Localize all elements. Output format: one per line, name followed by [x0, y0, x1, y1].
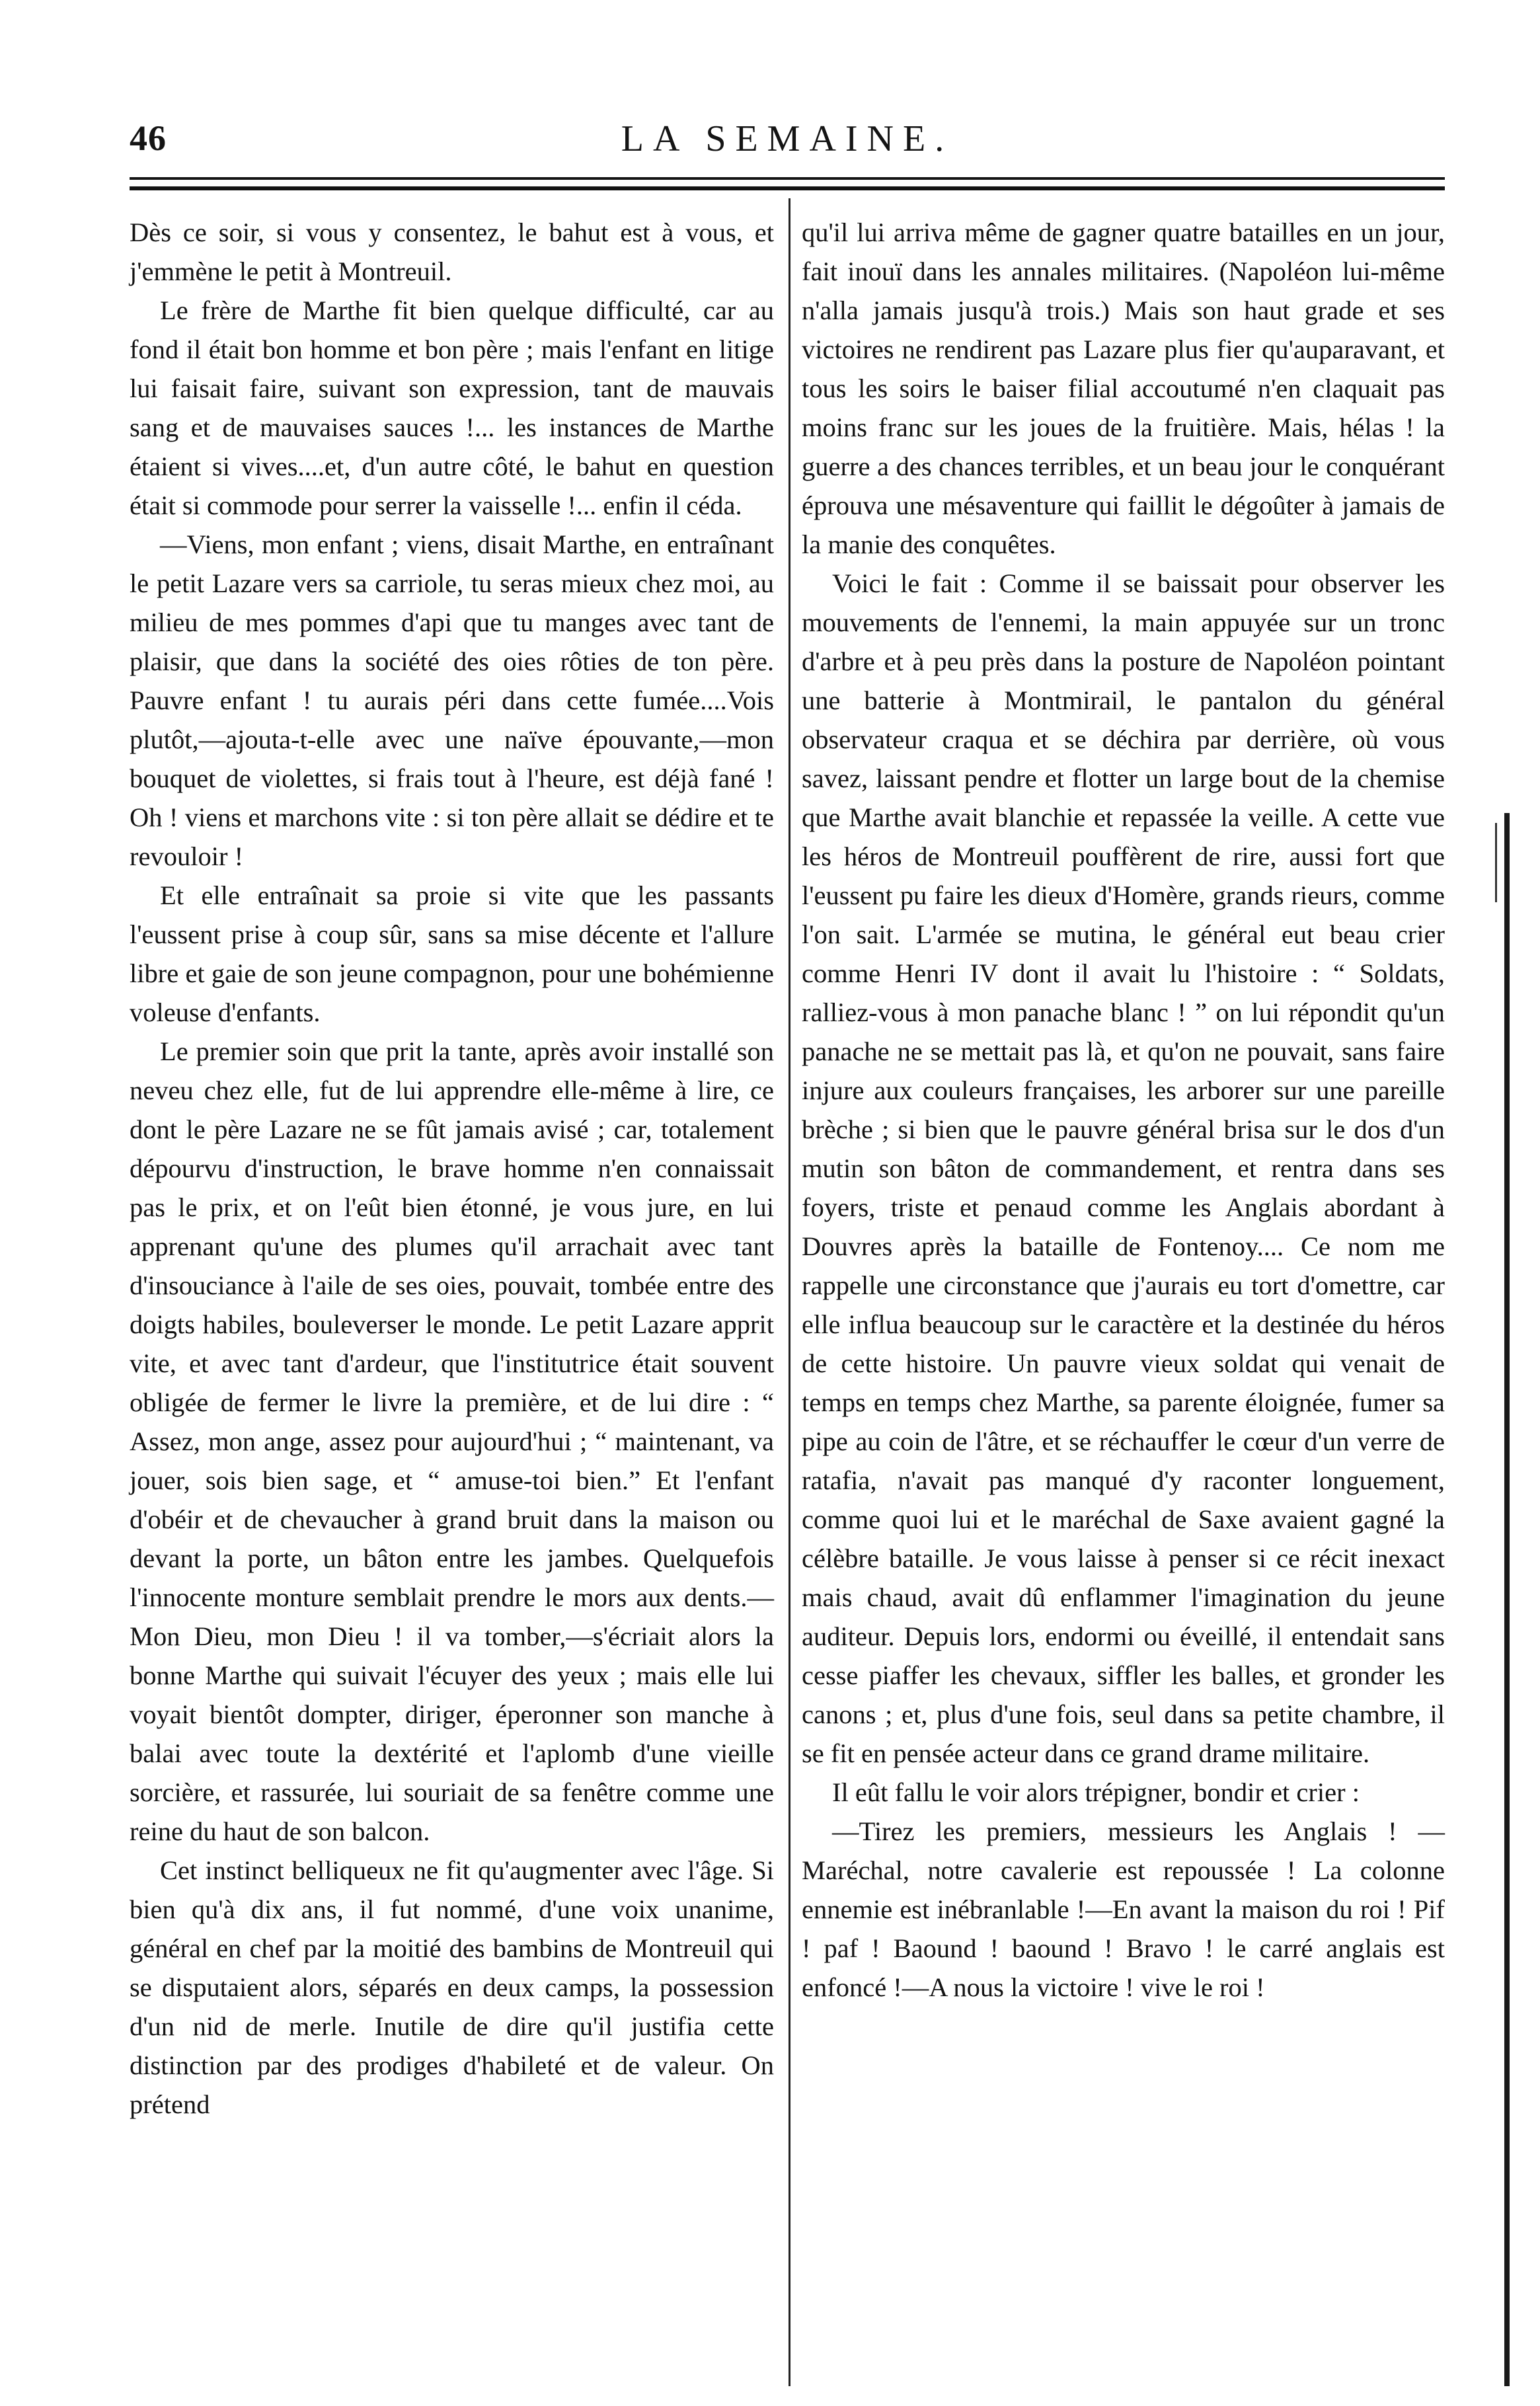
column-divider — [789, 198, 790, 2386]
paragraph: Le frère de Marthe fit bien quelque difficulté, car au fond il était bon homme et bon père ; mais l'enfant en litige lui faisait faire, suivant son expression, tant de mauvais sang et de mauvaises sauces !... les instances de Marthe étaient si vives....et, d'un autre côté, le bahut en question était si commode pour serrer la vaisselle !... enfin il céda. — [130, 295, 774, 520]
paragraph: Le premier soin que prit la tante, après avoir installé son neveu chez elle, fut de lui apprendre elle-même à lire, ce dont le père Lazare ne se fût jamais avisé ; car, totalement dépourvu d'instruction, le brave homme n'en connaissait pas le prix, et on l'eût bien étonné, je vous jure, en lui apprenant qu'une des plumes qu'il arrachait avec tant d'insouciance à l'aile de ses oies, pouvait, tombée entre des doigts habiles, bouleverser le monde. Le petit Lazare apprit vite, et avec tant d'ardeur, que l'institutrice était souvent obligée de fermer le livre la première, et de lui dire : “ Assez, mon ange, assez pour aujourd'hui ; “ maintenant, va jouer, sois bien sage, et “ amuse-toi bien.” Et l'enfant d'obéir et de chevaucher à grand bruit dans la maison ou devant la porte, un bâton entre les jambes. Quelquefois l'innocente monture semblait prendre le mors aux dents.—Mon Dieu, mon Dieu ! il va tomber,—s'écriait alors la bonne Marthe qui suivait l'écuyer des yeux ; mais elle lui voyait bientôt dompter, diriger, éperonner son manche à balai avec toute la dextérité et l'aplomb d'une vieille sorcière, et rassurée, lui souriait de sa fenêtre comme une reine du haut de son balcon. — [130, 1036, 774, 1846]
page-header — [130, 118, 1445, 171]
paragraph: Voici le fait : Comme il se baissait pour observer les mouvements de l'ennemi, la main appuyée sur un tronc d'arbre et à peu près dans la posture de Napoléon pointant une batterie à Montmirail, le pantalon du général observateur craqua et se déchira par derrière, où vous savez, laissant pendre et flotter un large bout de la chemise que Marthe avait blanchie et repassée la veille. A cette vue les héros de Montreuil pouffèrent de rire, aussi fort que l'eussent pu faire les dieux d'Homère, grands rieurs, comme l'on sait. L'armée se mutina, le général eut beau crier comme Henri IV dont il avait lu l'histoire : “ Soldats, ralliez-vous à mon panache blanc ! ” on lui répondit qu'un panache ne se mettait pas là, et qu'on ne pouvait, sans faire injure aux couleurs françaises, les arborer sur une pareille brèche ; si bien que le pauvre général brisa sur le dos d'un mutin son bâton de commandement, et rentra dans ses foyers, triste et penaud comme les Anglais abordant à Douvres après la bataille de Fontenoy.... Ce nom me rappelle une circonstance que j'aurais eu tort d'omettre, car elle influa beaucoup sur le caractère et la destinée du héros de cette histoire. Un pauvre vieux soldat qui venait de temps en temps chez Marthe, sa parente éloignée, fumer sa pipe au coin de l'âtre, et se réchauffer le cœur d'un verre de ratafia, n'avait pas manqué d'y raconter longuement, comme quoi lui et le maréchal de Saxe avaient gagné la célèbre bataille. Je vous laisse à penser si ce récit inexact mais chaud, avait dû enflammer l'imagination du jeune auditeur. Depuis lors, endormi ou éveillé, il entendait sans cesse piaffer les chevaux, siffler les balles, et gronder les canons ; et, plus d'une fois, seul dans sa petite chambre, il se fit en pensée acteur dans ce grand drame militaire. — [802, 568, 1445, 1768]
paragraph: Il eût fallu le voir alors trépigner, bondir et crier : — [832, 1777, 1360, 1807]
paragraph: qu'il lui arriva même de gagner quatre batailles en un jour, fait inouï dans les annales militaires. (Napoléon lui-même n'alla jamais jusqu'à trois.) Mais son haut grade et ses victoires ne rendirent pas Lazare plus fier qu'auparavant, et tous les soirs le baiser filial accoutumé n'en claquait pas moins franc sur les joues de la fruitière. Mais, hélas ! la guerre a des chances terribles, et un beau jour le conquérant éprouva une mésaventure qui faillit le dégoûter à jamais de la manie des conquêtes. — [802, 217, 1445, 559]
right-column — [802, 213, 1445, 2007]
running-title: LA SEMAINE. — [621, 118, 954, 159]
left-column — [130, 213, 774, 2124]
paragraph: —Tirez les premiers, messieurs les Anglais ! —Maréchal, notre cavalerie est repoussée ! La colonne ennemie est inébranlable !—En avant la maison du roi ! Pif ! paf ! Baound ! baound ! Bravo ! le carré anglais est enfoncé !—A nous la victoire ! vive le roi ! — [802, 1816, 1445, 2002]
binding-edge-mark — [1504, 813, 1510, 2386]
margin-mark — [1495, 823, 1497, 902]
paragraph: Dès ce soir, si vous y consentez, le bahut est à vous, et j'emmène le petit à Montreuil. — [130, 217, 774, 286]
paragraph: —Viens, mon enfant ; viens, disait Marthe, en entraînant le petit Lazare vers sa carriole, tu seras mieux chez moi, au milieu de mes pommes d'api que tu manges avec tant de plaisir, que dans la société des oies rôties de ton père. Pauvre enfant ! tu aurais péri dans cette fumée....Vois plutôt,—ajouta-t-elle avec une naïve épouvante,—mon bouquet de violettes, si frais tout à l'heure, est déjà fané ! Oh ! viens et marchons vite : si ton père allait se dédire et te revouloir ! — [130, 529, 774, 871]
header-rule-thin — [130, 177, 1445, 180]
page-number: 46 — [130, 118, 167, 158]
paragraph: Cet instinct belliqueux ne fit qu'augmenter avec l'âge. Si bien qu'à dix ans, il fut nommé, d'une voix unanime, général en chef par la moitié des bambins de Montreuil qui se disputaient alors, séparés en deux camps, la possession d'un nid de merle. Inutile de dire qu'il justifia cette distinction par des prodiges d'habileté et de valeur. On prétend — [130, 1855, 774, 2119]
paragraph: Et elle entraînait sa proie si vite que les passants l'eussent prise à coup sûr, sans sa mise décente et l'allure libre et gaie de son jeune compagnon, pour une bohémienne voleuse d'enfants. — [130, 880, 774, 1027]
header-rule-thick — [130, 186, 1445, 190]
